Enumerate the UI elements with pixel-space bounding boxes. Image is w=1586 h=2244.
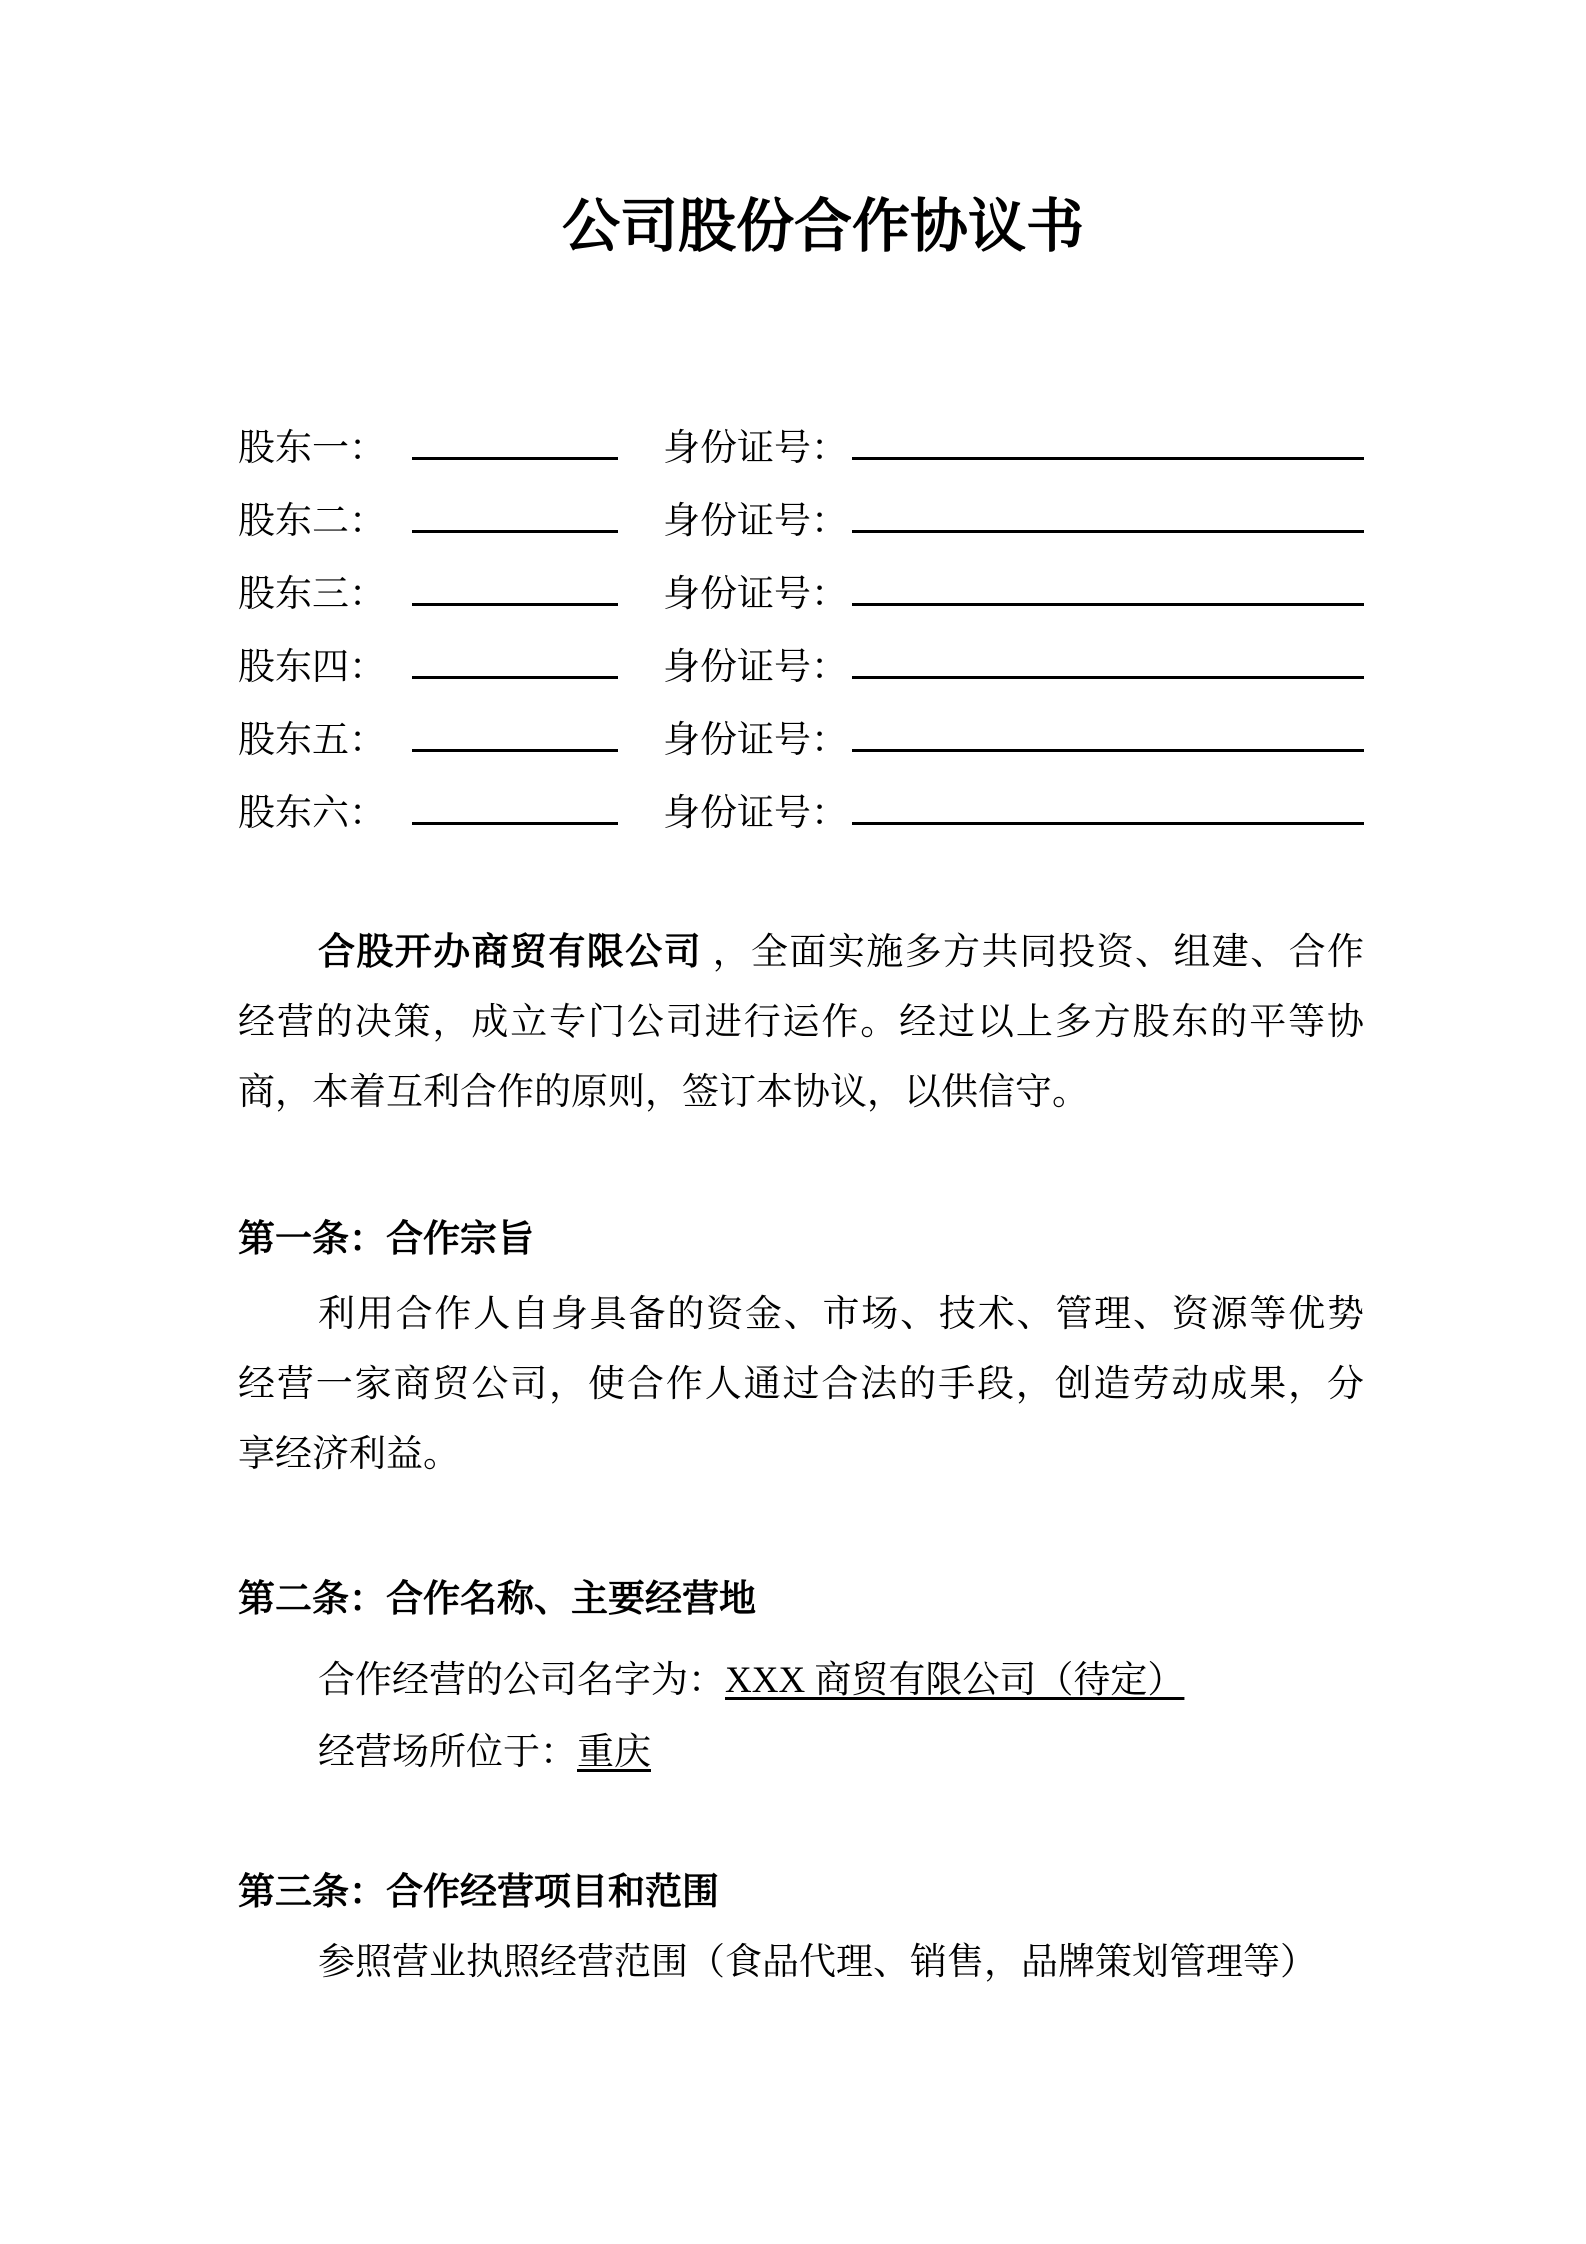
- shareholder-name-blank[interactable]: [412, 457, 618, 460]
- id-number-label: 身份证号：: [663, 428, 848, 469]
- shareholder-row-1: [238, 412, 1364, 485]
- id-number-blank[interactable]: [852, 530, 1364, 533]
- company-name-value[interactable]: XXX 商贸有限公司（待定）: [725, 1660, 1185, 1701]
- shareholder-name-blank[interactable]: [412, 530, 618, 533]
- intro-line-1: [238, 918, 1364, 988]
- section-3-line-1: 参照营业执照经营范围（食品代理、销售，品牌策划管理等）: [318, 1942, 1317, 1983]
- intro-paragraph: [238, 918, 1364, 1128]
- id-number-blank[interactable]: [852, 749, 1364, 752]
- shareholder-name-blank[interactable]: [412, 603, 618, 606]
- intro-bold-company-phrase: 合股开办商贸有限公司: [318, 932, 702, 973]
- id-number-blank[interactable]: [852, 457, 1364, 460]
- shareholder-list: [238, 412, 1364, 850]
- shareholder-label: 股东四：: [238, 647, 386, 688]
- intro-line-1-rest: ，全面实施多方共同投资、组建、合作: [701, 932, 1365, 973]
- section-1-line-3: 享经济利益。: [238, 1434, 460, 1475]
- shareholder-name-blank[interactable]: [412, 749, 618, 752]
- shareholder-row-3: [238, 558, 1364, 631]
- shareholder-name-blank[interactable]: [412, 676, 618, 679]
- section-1-line-1: 利用合作人自身具备的资金、市场、技术、管理、资源等优势: [318, 1294, 1364, 1335]
- section-2-body: [238, 1645, 1364, 1789]
- id-number-label: 身份证号：: [663, 574, 848, 615]
- shareholder-row-4: [238, 631, 1364, 704]
- shareholder-row-6: [238, 777, 1364, 850]
- shareholder-label: 股东三：: [238, 574, 386, 615]
- id-number-blank[interactable]: [852, 603, 1364, 606]
- shareholder-label: 股东二：: [238, 501, 386, 542]
- id-number-label: 身份证号：: [663, 720, 848, 761]
- shareholder-label: 股东六：: [238, 793, 386, 834]
- company-name-prefix: 合作经营的公司名字为：: [318, 1660, 725, 1701]
- id-number-label: 身份证号：: [663, 647, 848, 688]
- shareholder-name-blank[interactable]: [412, 822, 618, 825]
- intro-line-2: 经营的决策，成立专门公司进行运作。经过以上多方股东的平等协: [238, 1002, 1364, 1043]
- document-title: 公司股份合作协议书: [561, 194, 1084, 259]
- intro-line-3: 商，本着互利合作的原则，签订本协议，以供信守。: [238, 1072, 1089, 1113]
- section-3-body: [238, 1943, 1364, 1983]
- business-location-prefix: 经营场所位于：: [318, 1732, 577, 1773]
- shareholder-label: 股东五：: [238, 720, 386, 761]
- section-2-line-1: [238, 1645, 1364, 1717]
- section-1-body: [238, 1280, 1364, 1490]
- id-number-blank[interactable]: [852, 676, 1364, 679]
- section-2-line-2: [238, 1717, 1364, 1789]
- section-1-line-2: 经营一家商贸公司，使合作人通过合法的手段，创造劳动成果，分: [238, 1364, 1364, 1405]
- id-number-blank[interactable]: [852, 822, 1364, 825]
- section-1-heading: 第一条：合作宗旨: [238, 1219, 534, 1260]
- section-2-heading: 第二条：合作名称、主要经营地: [238, 1579, 756, 1620]
- section-3-heading: 第三条：合作经营项目和范围: [238, 1872, 719, 1913]
- shareholder-row-2: [238, 485, 1364, 558]
- id-number-label: 身份证号：: [663, 501, 848, 542]
- shareholder-row-5: [238, 704, 1364, 777]
- id-number-label: 身份证号：: [663, 793, 848, 834]
- shareholder-label: 股东一：: [238, 428, 386, 469]
- business-location-value[interactable]: 重庆: [577, 1732, 651, 1773]
